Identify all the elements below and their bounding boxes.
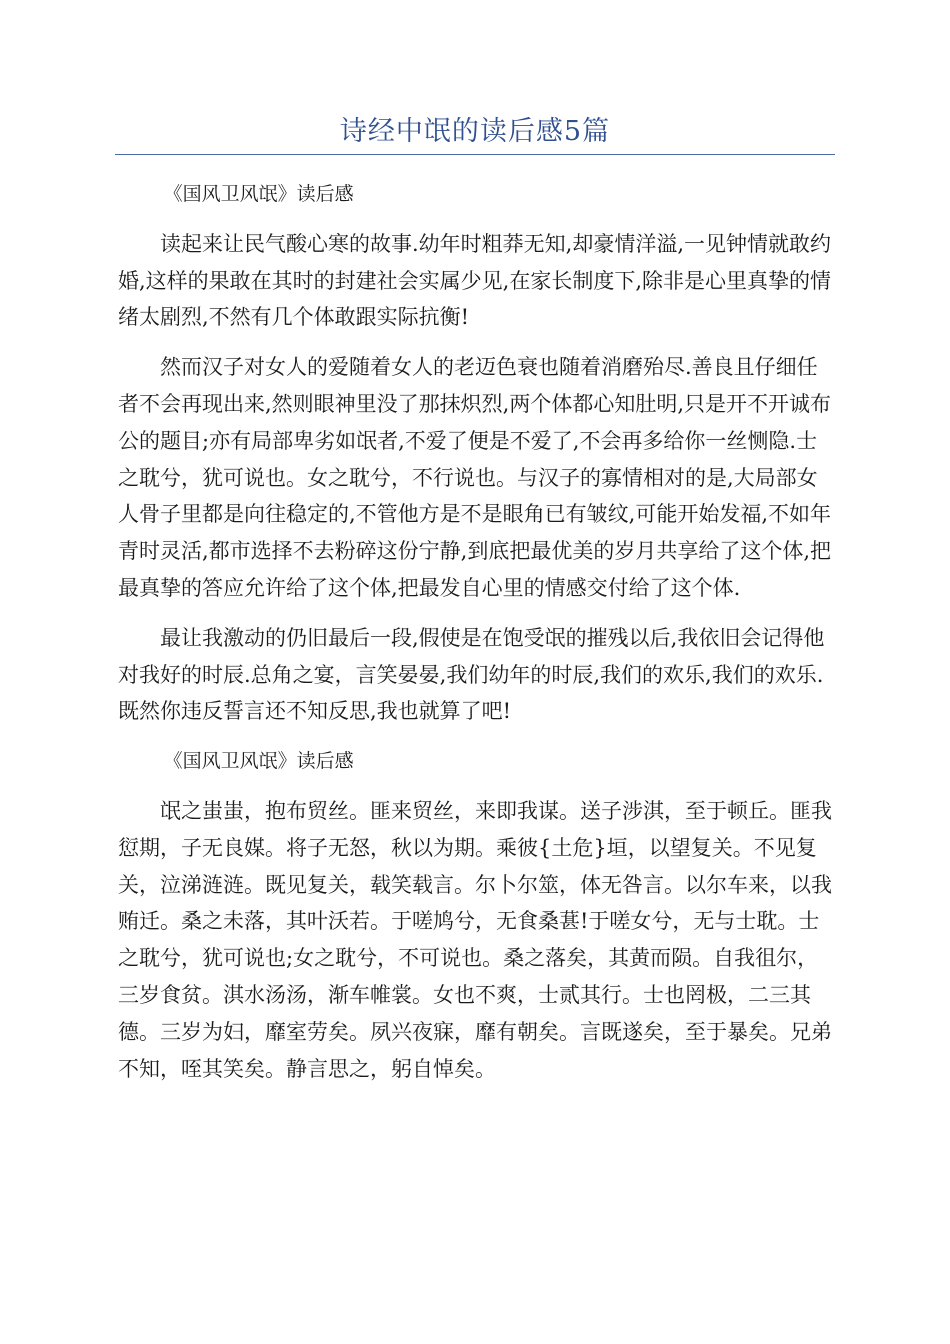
body-paragraph: 氓之蚩蚩，抱布贸丝。匪来贸丝，来即我谋。送子涉淇，至于顿丘。匪我愆期，子无良媒。将子无怒，秋以为期。乘彼{土危}垣，以望复关。不见复关，泣涕涟涟。既见复关，载笑载言。尔卜尔筮，体无咎言。以尔车来，以我贿迁。桑之未落，其叶沃若。于嗟鸠兮，无食桑葚!于嗟女兮，无与士耽。士之耽兮，犹可说也;女之耽兮，不可说也。桑之落矣，其黄而陨。自我徂尔，三岁食贫。淇水汤汤，渐车帷裳。女也不爽，士贰其行。士也罔极，二三其德。三岁为妇，靡室劳矣。夙兴夜寐，靡有朝矣。言既遂矣，至于暴矣。兄弟不知，咥其笑矣。静言思之，躬自悼矣。 <box>118 798 832 1081</box>
body-paragraph: 然而汉子对女人的爱随着女人的老迈色衰也随着消磨殆尽.善良且仔细任者不会再现出来,然则眼神里没了那抹炽烈,两个体都心知肚明,只是开不开诚布公的题目;亦有局部卑劣如氓者,不爱了便是不爱了,不会再多给你一丝恻隐.士之耽兮，犹可说也。女之耽兮，不行说也。与汉子的寡情相对的是,大局部女人骨子里都是向往稳定的,不管他方是不是眼角已有皱纹,可能开始发福,不如年青时灵活,都市选择不去粉碎这份宁静,到底把最优美的岁月共享给了这个体,把最真挚的答应允许给了这个体,把最发自心里的情感交付给了这个体. <box>118 355 832 600</box>
document-title: 诗经中氓的读后感5篇 <box>339 116 611 147</box>
body-paragraph: 读起来让民气酸心寒的故事.幼年时粗莽无知,却豪情洋溢,一见钟情就敢约婚,这样的果敢在其时的封建社会实属少见,在家长制度下,除非是心里真挚的情绪太剧烈,不然有几个体敢跟实际抗衡! <box>118 231 832 330</box>
section-heading: 《国风卫风氓》读后感 <box>163 183 354 205</box>
title-underline <box>115 154 835 155</box>
body-paragraph: 最让我激动的仍旧最后一段,假使是在饱受氓的摧残以后,我依旧会记得他对我好的时辰.总角之宴，言笑晏晏,我们幼年的时辰,我们的欢乐,我们的欢乐.既然你违反誓言还不知反思,我也就算了吧! <box>118 625 825 724</box>
document-body <box>118 176 834 1087</box>
section-heading: 《国风卫风氓》读后感 <box>163 750 354 773</box>
